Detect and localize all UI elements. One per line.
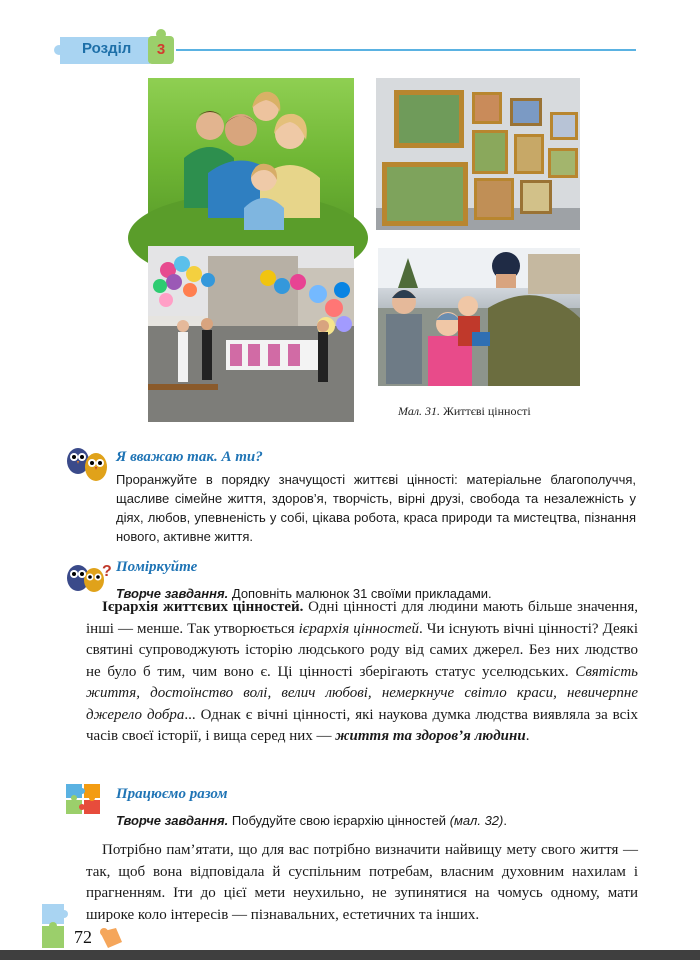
- hierarchy-text-1: Одні цінності для людини мають більше значення, інші — менше. Так утворюється: [86, 599, 638, 637]
- page-number: 72: [74, 927, 92, 947]
- section-title-think: Я вважаю так. А ти?: [116, 449, 263, 465]
- photo-paintings: [376, 78, 580, 230]
- section-number: 3: [148, 36, 174, 64]
- together-task-label: Творче завдання.: [116, 813, 229, 828]
- section-title-reflect: Поміркуйте: [116, 559, 198, 575]
- section-title-together: Працюємо разом: [116, 786, 228, 802]
- together-task: [116, 811, 507, 830]
- bottom-bar: [0, 950, 700, 960]
- owls-question-icon: [66, 560, 110, 599]
- think-text: Проранжуйте в порядку значущості життєві цінності: матеріальне благополуччя, щасливе сімейне життя, здоров’я, творчість, вірні друзі, свобода та незалежність у діях, любов, упевненість у собі, цікава робота, краса природи та мистецтва, пізнання нового, активне життя.: [116, 472, 636, 544]
- hierarchy-lead: Ієрархія життєвих цінностей.: [102, 599, 304, 615]
- figure-caption: [398, 404, 531, 419]
- photo-gifts: [378, 248, 580, 386]
- together-task-ref: (мал. 32): [449, 813, 504, 828]
- reflect-task-label: Творче завдання.: [116, 586, 229, 601]
- svg-text:?: ?: [102, 563, 112, 580]
- owls-icon: [66, 445, 108, 488]
- together-task-text: Побудуйте свою ієрархію цінностей: [228, 813, 450, 828]
- hierarchy-final: життя та здоров’я людини: [335, 728, 526, 744]
- puzzle-team-icon: [64, 782, 104, 823]
- hierarchy-paragraph: [86, 597, 638, 748]
- reflect-task-text: Доповніть малюнок 31 своїми прикладами.: [228, 586, 492, 601]
- caption-number: Мал. 31.: [398, 404, 441, 418]
- closing-paragraph: Потрібно пам’ятати, що для вас потрібно визначити найвищу мету свого життя — так, щоб вона відповідала й суспільним потребам, власним духовним нахилам і прагненням. Іти до цієї мети неухильно, не зупинятися на чомусь одному, мати широке коло інтересів — пізнавальних, естетичних та інших.: [86, 842, 638, 923]
- hierarchy-text-3: ... Однак є вічні цінності, які наукова думка людства виявляла за всіх часів своєї історії, і вища серед них —: [86, 706, 638, 744]
- hierarchy-emphasis: Святість життя, достоїнство волі, велич любові, немеркнуче світло краси, невичерпне джерело добра: [86, 663, 638, 723]
- caption-text: Життєві цінності: [440, 404, 531, 418]
- hierarchy-text-4: .: [525, 728, 530, 744]
- puzzle-knob: [54, 45, 64, 55]
- photo-family: [148, 78, 354, 230]
- together-task-end: .: [503, 813, 507, 828]
- header-rule: [176, 49, 636, 51]
- section-label: Розділ: [82, 40, 132, 57]
- hierarchy-term: ієрархія цінностей: [298, 620, 419, 637]
- puzzle-knob: [156, 29, 166, 39]
- photo-balloons-square: [148, 246, 354, 422]
- hierarchy-text-2: . Чи існують вічні цінності? Деякі святині супроводжують історію людського роду від самих джерел. Без них людство не було б тим, чим воно є. Ці цінності зберігають статус уселюдських.: [86, 620, 638, 680]
